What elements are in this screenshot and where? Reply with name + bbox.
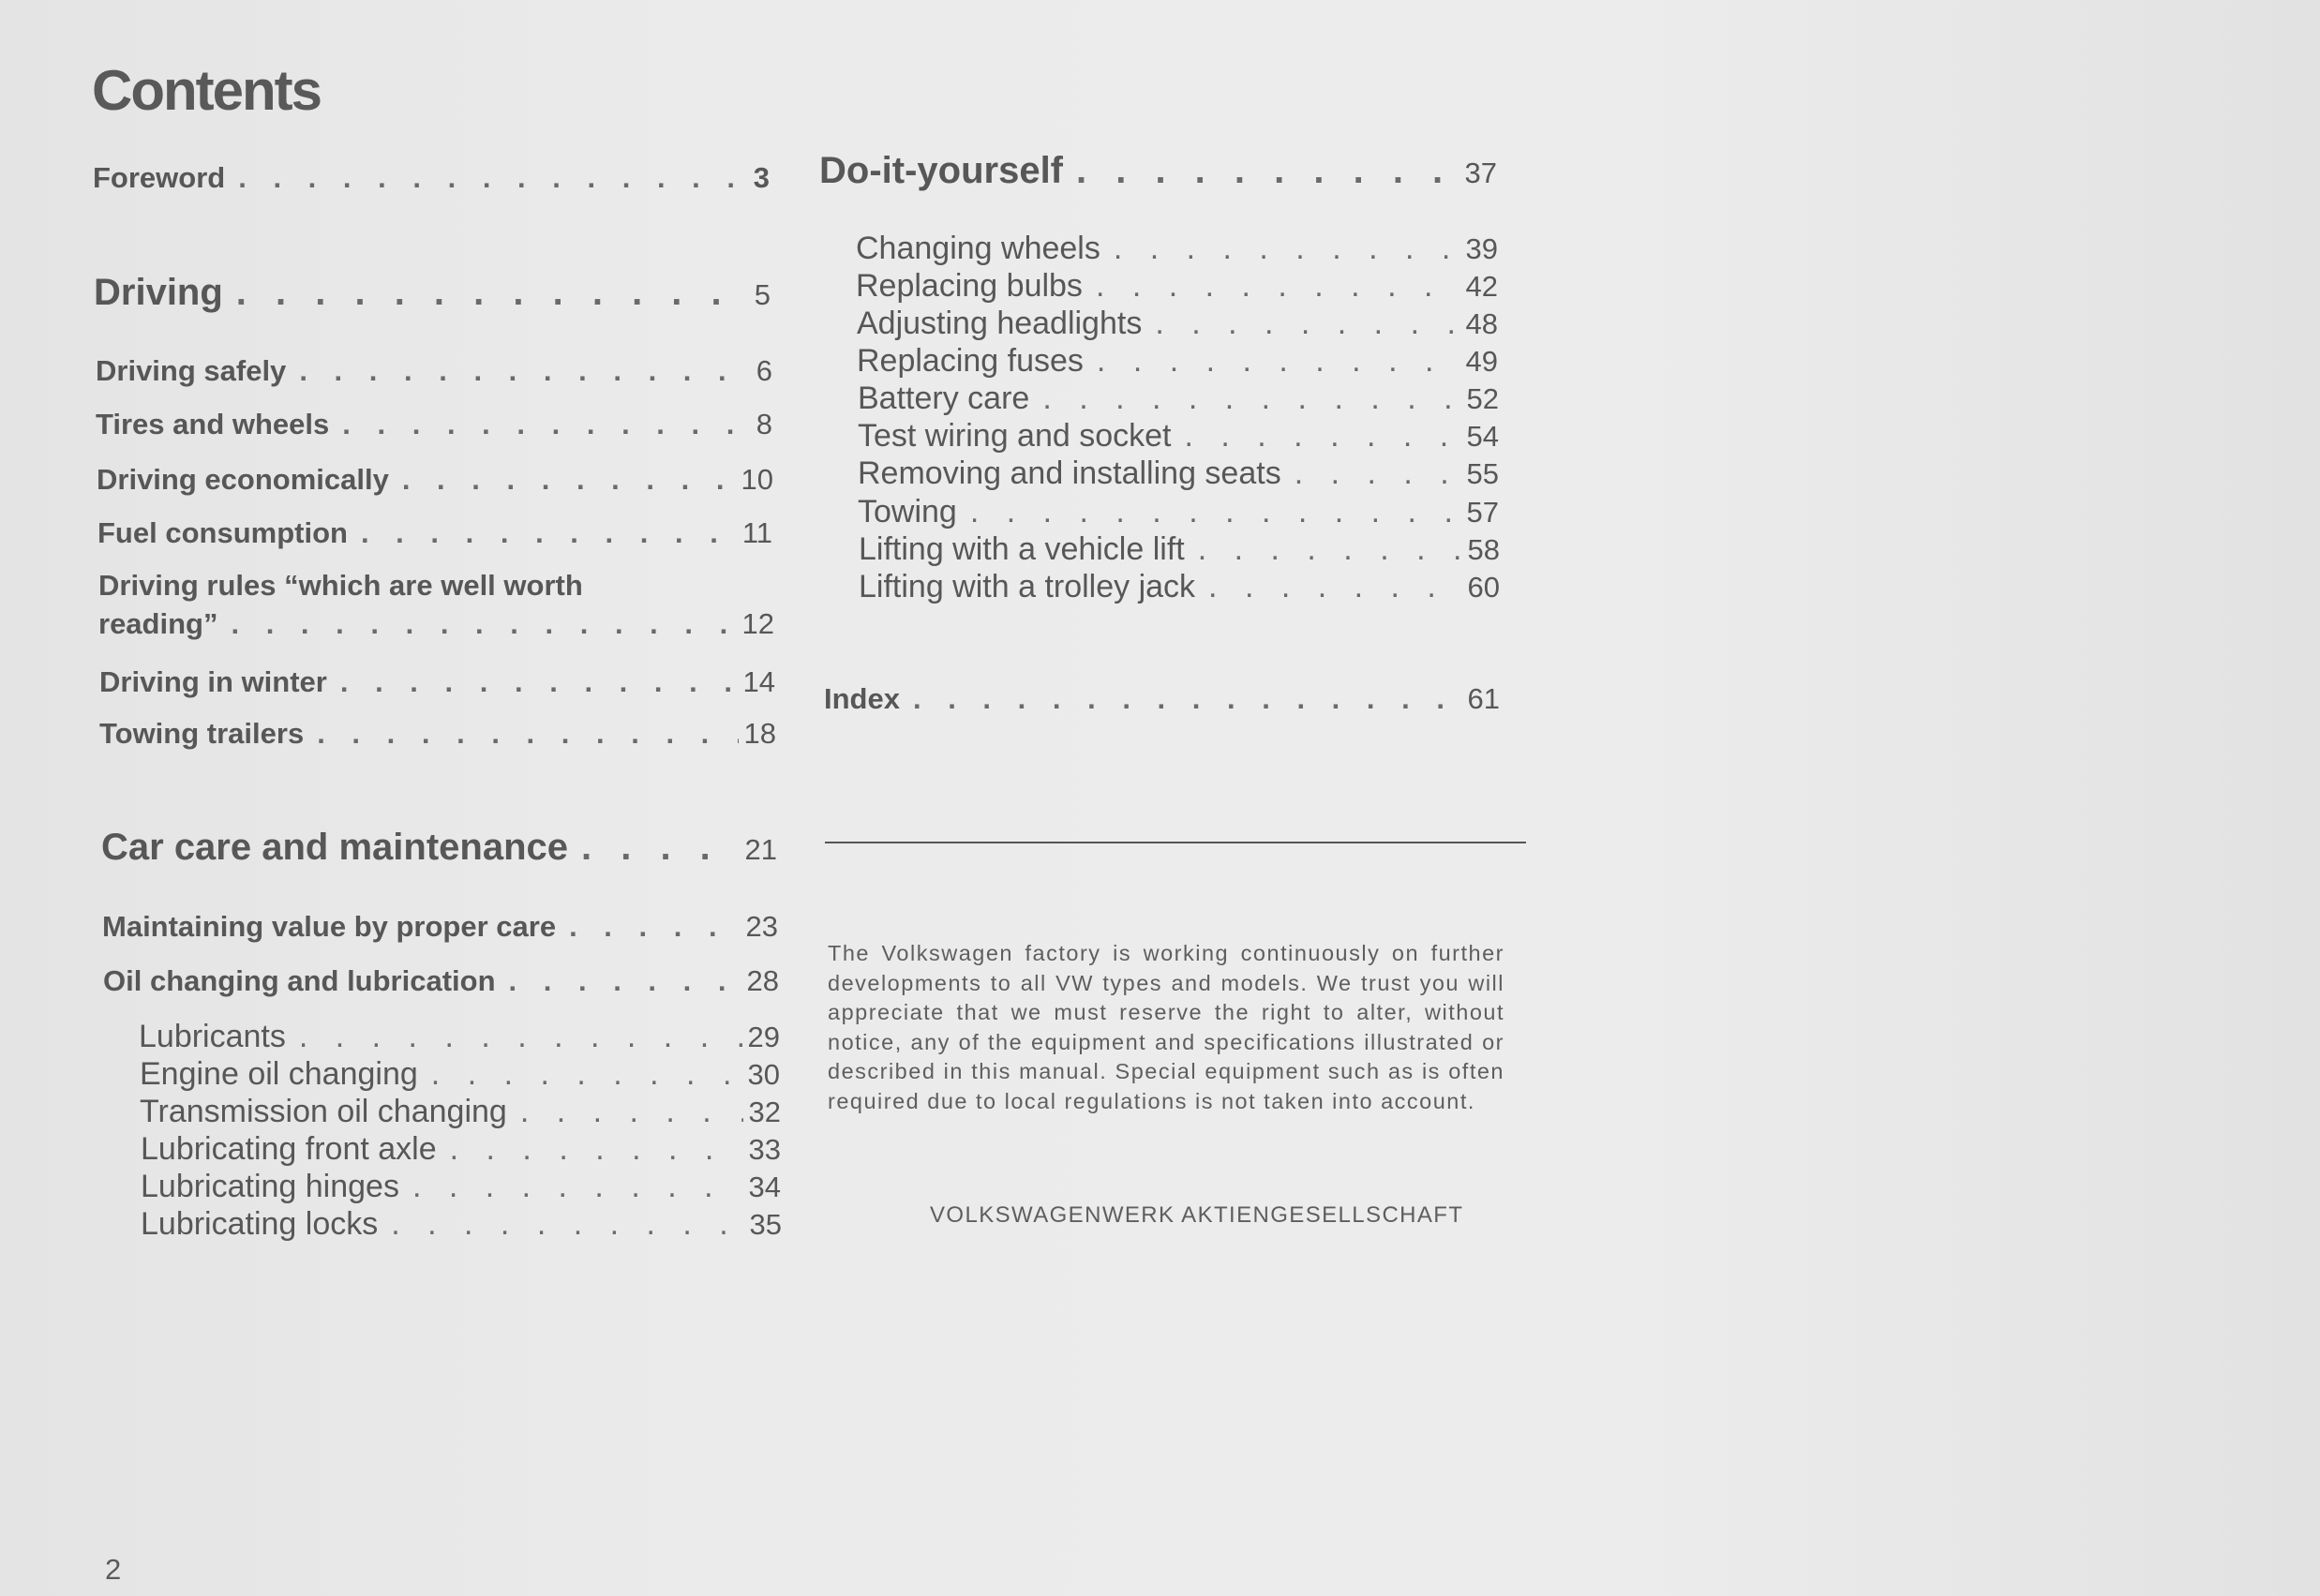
toc-page: 33 [748, 1133, 781, 1166]
leader-dots [1076, 150, 1459, 192]
toc-page: 35 [749, 1208, 782, 1241]
page-number: 2 [105, 1553, 122, 1586]
toc-label: Fuel consumption [97, 516, 348, 549]
leader-dots [1042, 380, 1460, 417]
toc-label: Do-it-yourself [819, 150, 1063, 191]
toc-label: Replacing fuses [857, 343, 1084, 379]
toc-label: Lubricants [139, 1019, 286, 1054]
leader-dots [1185, 418, 1461, 455]
toc-page: 55 [1466, 457, 1499, 490]
toc-entry[interactable] [97, 463, 773, 497]
toc-entry[interactable] [103, 964, 779, 998]
toc-page: 12 [741, 607, 774, 640]
toc-page: 61 [1467, 682, 1500, 715]
toc-page: 23 [745, 910, 778, 943]
toc-page: 3 [753, 161, 770, 194]
leader-dots [238, 161, 748, 195]
toc-label: Driving economically [97, 463, 389, 496]
toc-label: Lubricating hinges [141, 1169, 399, 1204]
toc-page: 28 [746, 964, 779, 997]
leader-dots [431, 1056, 742, 1093]
toc-item[interactable] [859, 569, 1500, 605]
leader-dots [402, 463, 736, 497]
leader-dots [970, 494, 1461, 530]
toc-label: Driving in winter [99, 665, 327, 698]
toc-label: Lifting with a vehicle lift [859, 531, 1185, 567]
toc-item[interactable] [856, 231, 1498, 267]
toc-entry[interactable] [96, 354, 772, 388]
toc-page: 18 [743, 717, 776, 750]
toc-label: Adjusting headlights [857, 306, 1143, 341]
toc-page: 37 [1464, 157, 1497, 189]
toc-label: Towing trailers [99, 717, 305, 750]
toc-entry[interactable] [97, 516, 772, 550]
toc-entry[interactable] [99, 665, 775, 699]
leader-dots [342, 408, 750, 441]
toc-label: Lifting with a trolley jack [859, 569, 1196, 604]
leader-dots [391, 1206, 743, 1243]
toc-label: Lubricating front axle [141, 1131, 437, 1167]
leader-dots [231, 607, 736, 641]
toc-page: 32 [748, 1096, 781, 1128]
toc-item[interactable] [857, 306, 1498, 342]
toc-label: Engine oil changing [140, 1056, 418, 1092]
toc-label: Towing [858, 494, 957, 530]
page-title: Contents [92, 59, 321, 122]
toc-label: Car care and maintenance [101, 827, 568, 868]
toc-page: 57 [1466, 496, 1499, 529]
disclaimer-notice: The Volkswagen factory is working continuously on further developments to all VW types and models. We trust you will appreciate that we must reserve the right to alter, without notice, any of the equipment and specifications illustrated or described in this manual. Special equipment such as is often required due to local regulations is not taken into account. [828, 941, 1504, 1113]
toc-label: Maintaining value by proper care [102, 910, 557, 943]
leader-dots [581, 827, 740, 869]
leader-dots [299, 1019, 742, 1055]
toc-section-car-care[interactable] [101, 827, 777, 869]
toc-page: 14 [742, 665, 775, 698]
toc-item[interactable] [141, 1131, 781, 1168]
toc-item[interactable] [141, 1206, 782, 1243]
toc-label: Oil changing and lubrication [103, 964, 496, 997]
toc-item[interactable] [857, 343, 1498, 380]
leader-dots [509, 964, 741, 998]
toc-page: 21 [744, 833, 777, 866]
leader-dots [1096, 268, 1460, 305]
toc-page: 29 [747, 1021, 780, 1053]
toc-label: Foreword [93, 161, 226, 194]
toc-item[interactable] [858, 494, 1499, 530]
toc-page: 49 [1465, 345, 1498, 378]
toc-label: Tires and wheels [96, 408, 330, 440]
leader-dots [1097, 343, 1460, 380]
toc-page: 11 [741, 516, 772, 549]
toc-item[interactable] [140, 1056, 780, 1093]
toc-item[interactable] [858, 418, 1499, 455]
toc-label: Changing wheels [856, 231, 1100, 266]
toc-item[interactable] [859, 531, 1500, 568]
leader-dots [340, 665, 738, 699]
toc-label: Index [824, 682, 900, 715]
toc-entry-index[interactable] [824, 682, 1500, 716]
toc-label: Removing and installing seats [858, 455, 1281, 491]
toc-page: 34 [748, 1171, 781, 1203]
toc-page: 60 [1467, 571, 1500, 604]
toc-label: Driving safely [96, 354, 287, 387]
toc-entry[interactable] [98, 607, 774, 641]
company-name: VOLKSWAGENWERK AKTIENGESELLSCHAFT [930, 1202, 1464, 1228]
toc-item[interactable] [858, 455, 1499, 492]
toc-label: Lubricating locks [141, 1206, 379, 1242]
toc-page: 5 [754, 278, 771, 311]
leader-dots [317, 717, 738, 751]
toc-page: 10 [741, 463, 773, 496]
leader-dots [1114, 231, 1460, 267]
leader-dots [569, 910, 740, 944]
leader-dots [913, 682, 1462, 716]
toc-section-do-it-yourself[interactable] [819, 150, 1497, 192]
toc-label: Test wiring and socket [858, 418, 1172, 454]
toc-page: 6 [756, 354, 772, 387]
leader-dots [299, 354, 750, 388]
toc-item[interactable] [858, 380, 1499, 417]
divider-line [825, 842, 1526, 843]
leader-dots [450, 1131, 743, 1168]
toc-page: 8 [756, 408, 772, 440]
toc-entry-foreword[interactable] [93, 161, 770, 195]
toc-label: Driving [94, 272, 223, 313]
leader-dots [361, 516, 737, 550]
toc-label: Transmission oil changing [140, 1094, 507, 1129]
toc-page: 42 [1465, 270, 1498, 303]
leader-dots [1208, 569, 1461, 605]
toc-item[interactable] [141, 1169, 781, 1205]
toc-entry[interactable] [102, 910, 778, 944]
toc-page: 39 [1465, 232, 1498, 265]
leader-dots [412, 1169, 743, 1205]
leader-dots [520, 1094, 743, 1130]
toc-entry[interactable] [99, 717, 776, 751]
leader-dots [1198, 531, 1462, 568]
toc-page: 58 [1467, 533, 1500, 566]
leader-dots [236, 272, 749, 314]
toc-label: reading” [98, 607, 218, 640]
toc-page: 48 [1465, 307, 1498, 340]
leader-dots [1295, 455, 1461, 492]
leader-dots [1155, 306, 1459, 342]
toc-entry-two-line-label: Driving rules “which are well worth [98, 569, 583, 602]
toc-label: Replacing bulbs [856, 268, 1083, 304]
toc-page: 30 [747, 1058, 780, 1091]
toc-entry[interactable] [96, 408, 772, 441]
toc-item[interactable] [140, 1094, 781, 1130]
toc-item[interactable] [856, 268, 1498, 305]
toc-item[interactable] [139, 1019, 780, 1055]
toc-section-driving[interactable] [94, 272, 771, 314]
toc-page: 54 [1466, 420, 1499, 453]
toc-label: Battery care [858, 380, 1030, 416]
toc-page: 52 [1466, 382, 1499, 415]
